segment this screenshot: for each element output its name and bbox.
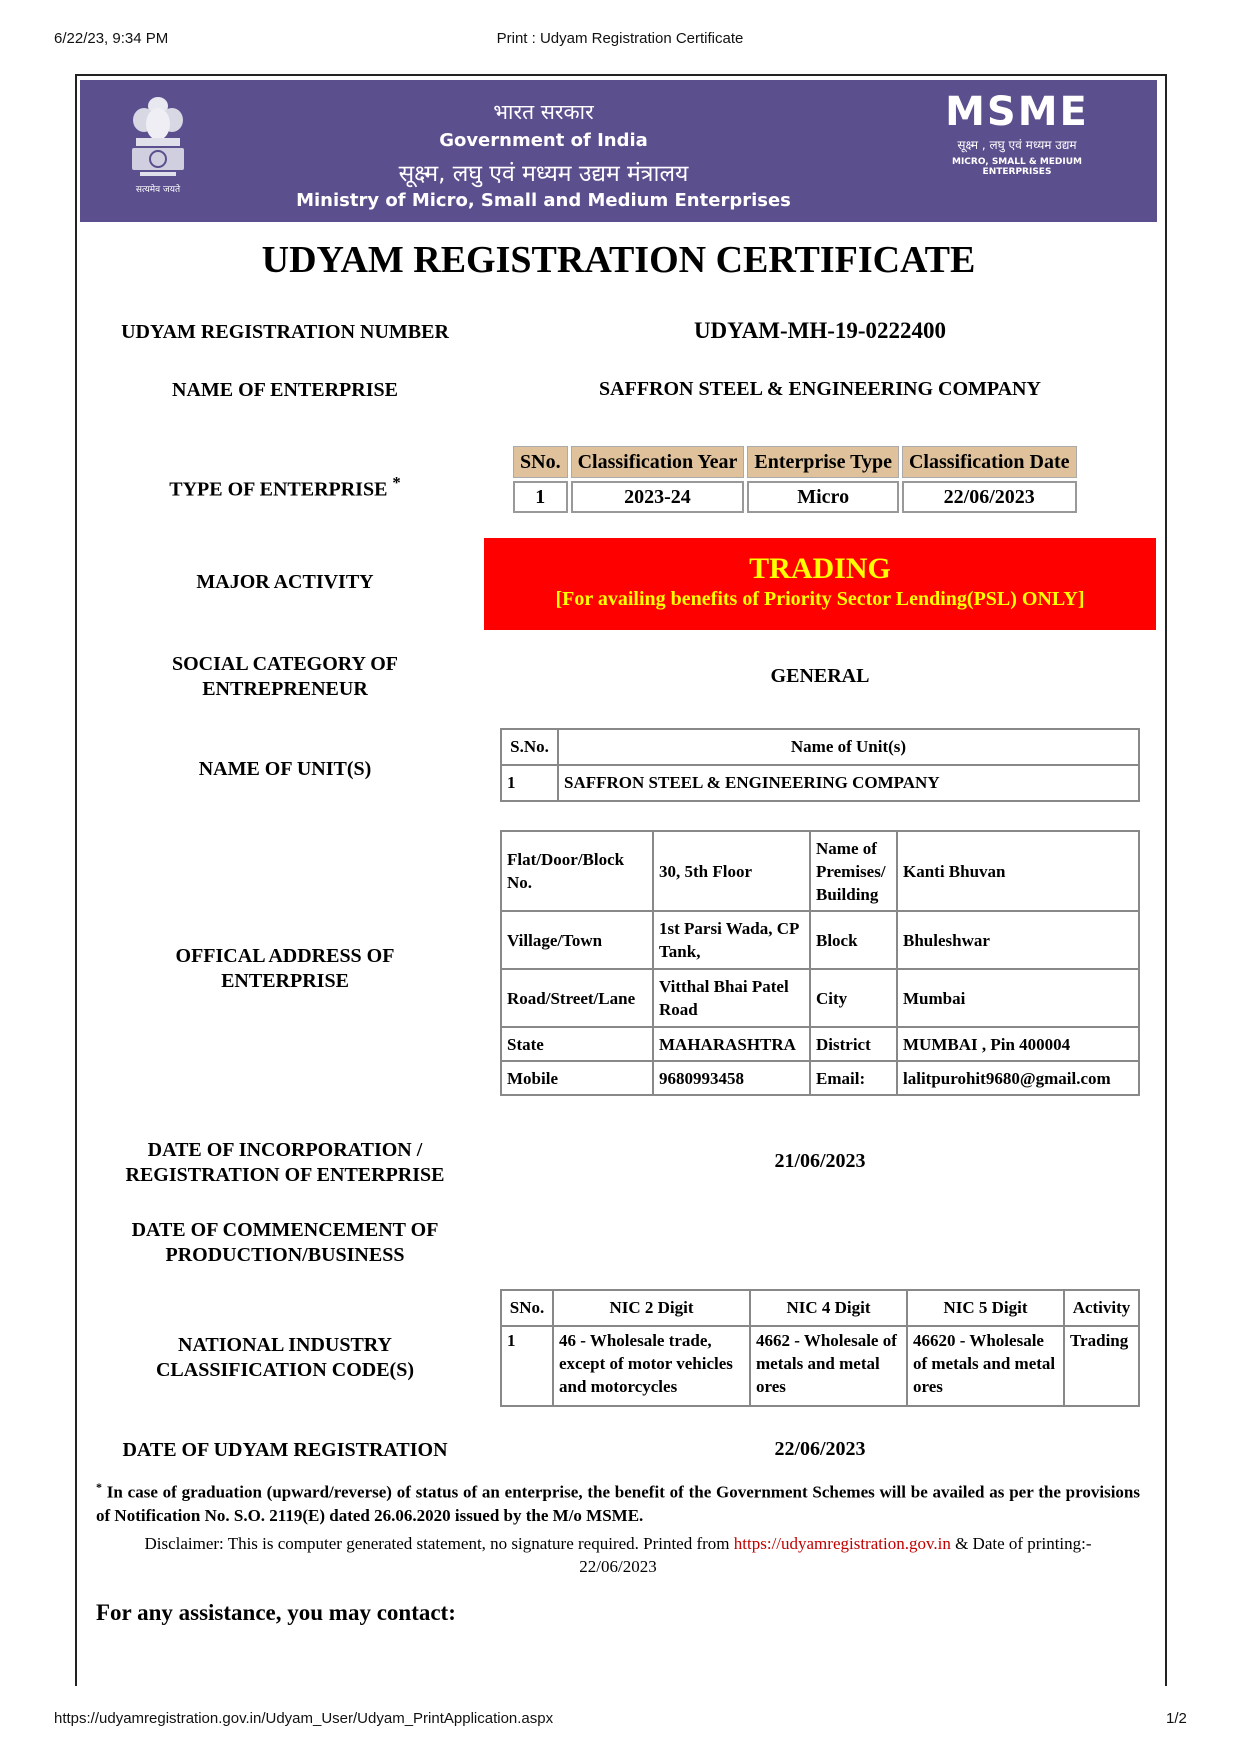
banner-ministry: Ministry of Micro, Small and Medium Enterprises	[296, 190, 791, 211]
state-value: MAHARASHTRA	[653, 1027, 810, 1061]
th-sno: SNo.	[513, 446, 568, 478]
cell-classification-date: 22/06/2023	[902, 481, 1077, 513]
district-value: MUMBAI , Pin 400004	[897, 1027, 1139, 1061]
incorporation-label: DATE OF INCORPORATION / REGISTRATION OF ENTERPRISE	[125, 1139, 445, 1186]
udyam-date-label: DATE OF UDYAM REGISTRATION	[122, 1439, 448, 1461]
th-activity: Activity	[1064, 1290, 1139, 1326]
classification-table	[510, 443, 1080, 516]
th-nic4: NIC 4 Digit	[750, 1290, 907, 1326]
table-row	[513, 481, 1077, 513]
mobile-label: Mobile	[501, 1061, 653, 1095]
footnote-asterisk: *	[96, 1480, 102, 1494]
print-date: 22/06/2023	[579, 1557, 657, 1576]
social-category-value: GENERAL	[770, 665, 870, 687]
cell-sno: 1	[513, 481, 568, 513]
msme-logo	[927, 89, 1107, 177]
commencement-label: DATE OF COMMENCEMENT OF PRODUCTION/BUSINESS	[131, 1219, 439, 1266]
table-header-row	[501, 729, 1139, 765]
city-label: City	[810, 969, 897, 1027]
udyam-website-link[interactable]: https://udyamregistration.gov.in	[733, 1534, 951, 1553]
incorporation-date: 21/06/2023	[774, 1150, 866, 1172]
banner-hindi-govt: भारत सरकार	[493, 100, 594, 124]
major-activity-box	[484, 538, 1156, 630]
th-enterprise-type: Enterprise Type	[747, 446, 899, 478]
footnote-text: In case of graduation (upward/reverse) of status of an enterprise, the benefit of the Government Schemes will be availed as per the provisions of Notification No. S.O. 2119(E) dated 26.06.2020 issued by the M/o MSME.	[96, 1482, 1140, 1525]
cell-sno: 1	[501, 1326, 553, 1406]
road-label: Road/Street/Lane	[501, 969, 653, 1027]
assistance-heading: For any assistance, you may contact:	[96, 1600, 456, 1625]
table-row	[501, 1027, 1139, 1061]
units-table	[500, 728, 1140, 802]
email-label: Email:	[810, 1061, 897, 1095]
table-row	[501, 911, 1139, 969]
msme-logo-word: MSME	[945, 89, 1089, 135]
table-row	[501, 831, 1139, 911]
table-row	[501, 765, 1139, 801]
village-label: Village/Town	[501, 911, 653, 969]
th-nic5: NIC 5 Digit	[907, 1290, 1064, 1326]
social-category-label: SOCIAL CATEGORY OF ENTREPRENEUR	[172, 653, 398, 700]
cell-unit-name: SAFFRON STEEL & ENGINEERING COMPANY	[558, 765, 1139, 801]
address-table	[500, 830, 1140, 1096]
units-label: NAME OF UNIT(S)	[198, 758, 372, 780]
table-header-row	[501, 1290, 1139, 1326]
graduation-footnote	[96, 1476, 1140, 1527]
major-activity-note: [For availing benefits of Priority Sector Lending(PSL) ONLY]	[555, 588, 1085, 610]
major-activity-value: TRADING	[749, 552, 891, 585]
print-page-title: Print : Udyam Registration Certificate	[496, 30, 744, 47]
reg-number-value: UDYAM-MH-19-0222400	[693, 318, 947, 343]
udyam-date-value: 22/06/2023	[774, 1438, 866, 1460]
enterprise-name-value: SAFFRON STEEL & ENGINEERING COMPANY	[599, 378, 1041, 400]
major-activity-label: MAJOR ACTIVITY	[196, 571, 374, 593]
th-classification-year: Classification Year	[571, 446, 745, 478]
disclaimer-suffix: & Date of printing:-	[955, 1534, 1092, 1553]
th-nic2: NIC 2 Digit	[553, 1290, 750, 1326]
address-label: OFFICAL ADDRESS OF ENTERPRISE	[175, 945, 395, 992]
certificate-title: UDYAM REGISTRATION CERTIFICATE	[261, 239, 976, 281]
cell-classification-year: 2023-24	[571, 481, 745, 513]
flat-label: Flat/Door/Block No.	[501, 831, 653, 911]
cell-sno: 1	[501, 765, 558, 801]
table-header-row	[513, 446, 1077, 478]
government-banner	[80, 80, 1157, 222]
reg-number-label: UDYAM REGISTRATION NUMBER	[121, 321, 449, 343]
block-value: Bhuleshwar	[897, 911, 1139, 969]
block-label: Block	[810, 911, 897, 969]
th-sno: SNo.	[501, 1290, 553, 1326]
disclaimer	[96, 1532, 1140, 1578]
svg-text:सत्यमेव जयते: सत्यमेव जयते	[135, 185, 181, 195]
nic-label: NATIONAL INDUSTRY CLASSIFICATION CODE(S)	[155, 1334, 414, 1381]
table-row	[501, 1061, 1139, 1095]
premises-label: Name of Premises/ Building	[810, 831, 897, 911]
enterprise-name-label: NAME OF ENTERPRISE	[172, 379, 398, 401]
table-row	[501, 1326, 1139, 1406]
premises-value: Kanti Bhuvan	[897, 831, 1139, 911]
cell-nic5: 46620 - Wholesale of metals and metal ores	[907, 1326, 1064, 1406]
cell-activity: Trading	[1064, 1326, 1139, 1406]
district-label: District	[810, 1027, 897, 1061]
nic-table	[500, 1289, 1140, 1407]
enterprise-type-label: TYPE OF ENTERPRISE *	[169, 473, 401, 501]
print-url: https://udyamregistration.gov.in/Udyam_User/Udyam_PrintApplication.aspx	[54, 1710, 554, 1727]
banner-govt-of-india: Government of India	[439, 130, 648, 151]
msme-logo-hindi: सूक्ष्म , लघु एवं मध्यम उद्यम	[957, 138, 1077, 152]
banner-hindi-ministry: सूक्ष्म, लघु एवं मध्यम उद्यम मंत्रालय	[398, 161, 689, 187]
email-value: lalitpurohit9680@gmail.com	[897, 1061, 1139, 1095]
th-unit-name: Name of Unit(s)	[558, 729, 1139, 765]
state-label: State	[501, 1027, 653, 1061]
type-asterisk: *	[392, 473, 401, 492]
th-sno: S.No.	[501, 729, 558, 765]
road-value: Vitthal Bhai Patel Road	[653, 969, 810, 1027]
mobile-value: 9680993458	[653, 1061, 810, 1095]
disclaimer-prefix: Disclaimer: This is computer generated statement, no signature required. Printed from	[144, 1534, 730, 1553]
city-value: Mumbai	[897, 969, 1139, 1027]
cell-nic2: 46 - Wholesale trade, except of motor vehicles and motorcycles	[553, 1326, 750, 1406]
cell-enterprise-type: Micro	[747, 481, 899, 513]
village-value: 1st Parsi Wada, CP Tank,	[653, 911, 810, 969]
print-datetime: 6/22/23, 9:34 PM	[54, 30, 169, 47]
print-page-number: 1/2	[1166, 1710, 1187, 1727]
flat-value: 30, 5th Floor	[653, 831, 810, 911]
msme-logo-english: MICRO, SMALL & MEDIUM ENTERPRISES	[951, 157, 1083, 177]
th-classification-date: Classification Date	[902, 446, 1077, 478]
table-row	[501, 969, 1139, 1027]
cell-nic4: 4662 - Wholesale of metals and metal ores	[750, 1326, 907, 1406]
